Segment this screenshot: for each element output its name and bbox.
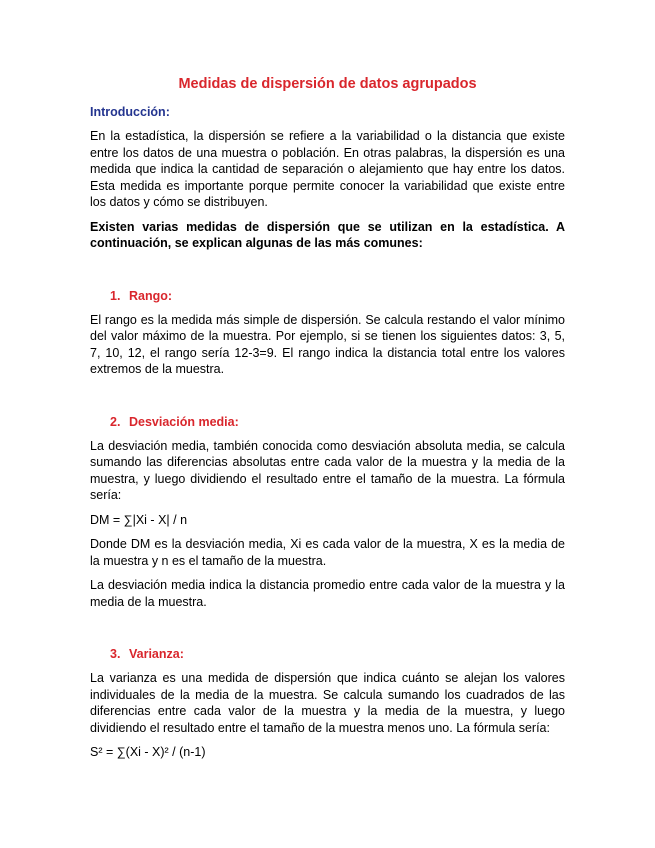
document-title: Medidas de dispersión de datos agrupados — [178, 76, 477, 92]
spacer — [90, 386, 565, 414]
rango-paragraph: El rango es la medida más simple de dispersión. Se calcula restando el valor mínimo del valor máximo de la muestra. Por ejemplo, si se tienen los siguientes datos: 3, 5, 7, 10, 12, el rango sería 12-3=9. El rango indica la distancia total entre los valores extremos de la muestra. — [90, 312, 565, 376]
section-title: Desviación media: — [129, 414, 239, 429]
section-heading-varianza — [90, 646, 565, 662]
section-heading-desviacion-media — [90, 414, 565, 430]
desviacion-paragraph: La desviación media, también conocida como desviación absoluta media, se calcula sumando las diferencias absolutas entre cada valor de la muestra y la media de la muestra, y luego dividiendo el resultado entre el tamaño de la muestra. La fórmula sería: — [90, 438, 565, 502]
spacer — [90, 260, 565, 288]
varianza-formula: S² = ∑(Xi - X)² / (n-1) — [90, 745, 206, 759]
document-page — [90, 74, 565, 769]
intro-paragraph: En la estadística, la dispersión se refiere a la variabilidad o la distancia que existe entre los datos de una muestra o población. En otras palabras, la dispersión es una medida que indica la cantidad de separación o alejamiento que hay entre los datos. Esta medida es importante porque permite conocer la variabilidad que existe entre los datos y cómo se distribuyen. — [90, 129, 565, 209]
desviacion-meaning-paragraph: La desviación media indica la distancia promedio entre cada valor de la muestra y la media de la muestra. — [90, 578, 565, 609]
section-heading-rango — [90, 288, 565, 304]
spacer — [90, 618, 565, 646]
section-title: Rango: — [129, 288, 173, 303]
section-number: 1. — [110, 288, 121, 303]
varianza-paragraph: La varianza es una medida de dispersión que indica cuánto se alejan los valores individuales de la media de la muestra. Se calcula sumando los cuadrados de las diferencias entre cada valor de la muestra y la media de la muestra, y luego dividiendo el resultado entre el tamaño de la muestra menos uno. La fórmula sería: — [90, 671, 565, 735]
section-title: Varianza: — [129, 647, 184, 661]
desviacion-definition-paragraph: Donde DM es la desviación media, Xi es cada valor de la muestra, X es la media de la muestra y n es el tamaño de la muestra. — [90, 537, 565, 568]
intro-lead-paragraph: Existen varias medidas de dispersión que se utilizan en la estadística. A continuación, se explican algunas de las más comunes: — [90, 219, 565, 250]
section-number: 3. — [110, 647, 121, 661]
desviacion-formula: DM = ∑|Xi - X| / n — [90, 512, 188, 527]
section-number: 2. — [110, 414, 121, 429]
intro-heading: Introducción: — [90, 105, 170, 119]
